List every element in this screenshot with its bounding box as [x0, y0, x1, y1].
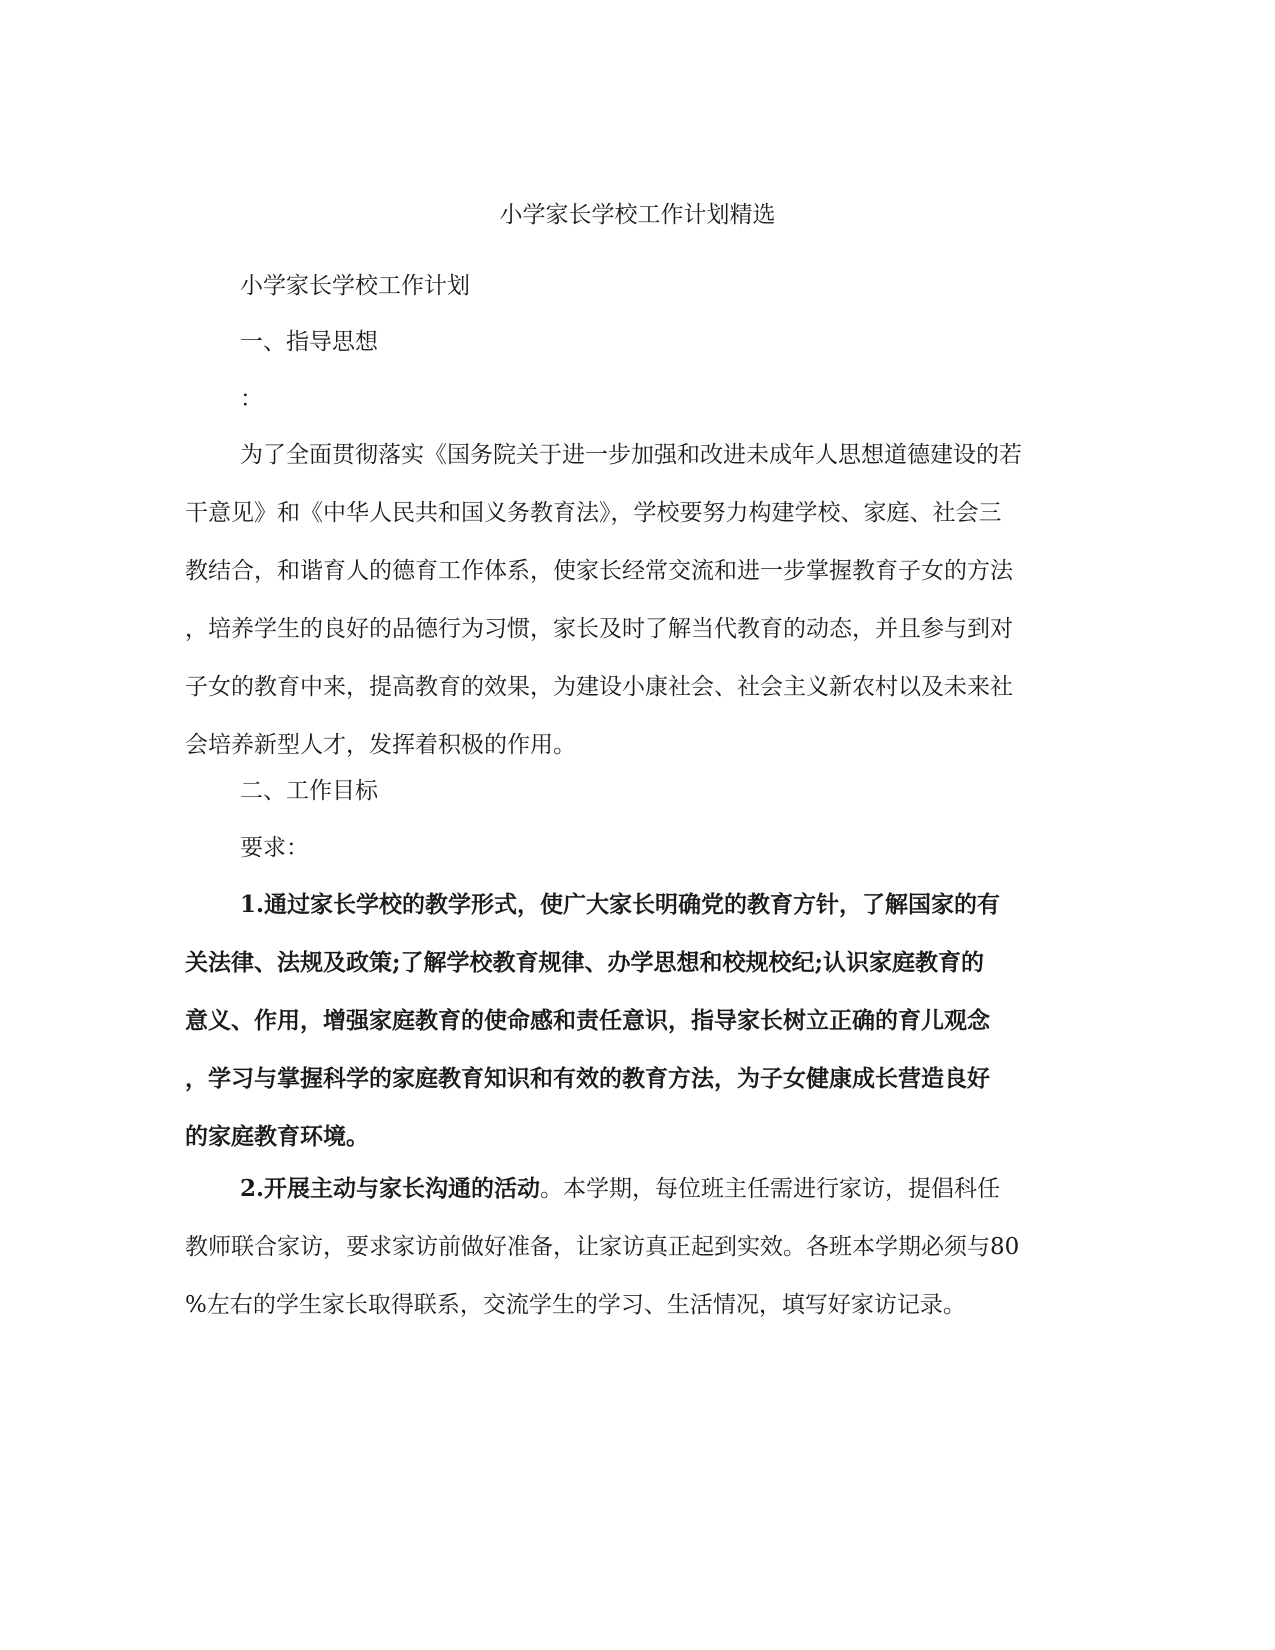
document-title: 小学家长学校工作计划精选: [499, 202, 776, 228]
paragraph-line: %左右的学生家长取得联系，交流学生的学习、生活情况，填写好家访记录。: [185, 1292, 966, 1318]
paragraph-line-first: [185, 1160, 1090, 1218]
paragraph-line: 干意见》和《中华人民共和国义务教育法》，学校要努力构建学校、家庭、社会三: [185, 500, 1002, 526]
paragraph-line: 会培养新型人才，发挥着积极的作用。: [185, 732, 576, 758]
paragraph-line: 的家庭教育环境。: [185, 1123, 369, 1150]
paragraph-line: 教结合，和谐育人的德育工作体系，使家长经常交流和进一步掌握教育子女的方法: [185, 558, 1013, 584]
requirement-label: 要求：: [240, 835, 309, 861]
section-1-paragraph: [185, 426, 1090, 774]
paragraph-line: 子女的教育中来，提高教育的效果，为建设小康社会、社会主义新农村以及未来社: [185, 674, 1013, 700]
section-1-title: 一、指导思想: [240, 329, 378, 355]
paragraph-line: 为了全面贯彻落实《国务院关于进一步加强和改进未成年人思想道德建设的若: [240, 442, 1022, 468]
paragraph-line: 意义、作用，增强家庭教育的使命感和责任意识，指导家长树立正确的育儿观念: [185, 1007, 990, 1034]
section-2-title: 二、工作目标: [240, 778, 378, 804]
paragraph-line: 教师联合家访，要求家访前做好准备，让家访真正起到实效。各班本学期必须与80: [185, 1234, 1020, 1260]
paragraph-line: ，培养学生的良好的品德行为习惯，家长及时了解当代教育的动态，并且参与到对: [185, 616, 1013, 642]
paragraph-line: ，学习与掌握科学的家庭教育知识和有效的教育方法，为子女健康成长营造良好: [185, 1065, 990, 1092]
section-1-colon: ：: [240, 386, 263, 412]
paragraph-line: 关法律、法规及政策;了解学校教育规律、办学思想和校规校纪;认识家庭教育的: [185, 949, 984, 976]
goal-item-2-text: 。本学期，每位班主任需进行家访，提倡科任: [540, 1176, 1001, 1202]
plan-heading: 小学家长学校工作计划: [240, 273, 470, 299]
paragraph-line: 1.通过家长学校的教学形式，使广大家长明确党的教育方针，了解国家的有: [240, 891, 1001, 918]
goal-item-1: [185, 876, 1090, 1166]
goal-item-2: [185, 1160, 1090, 1334]
goal-item-2-heading: 2.开展主动与家长沟通的活动: [240, 1175, 541, 1202]
